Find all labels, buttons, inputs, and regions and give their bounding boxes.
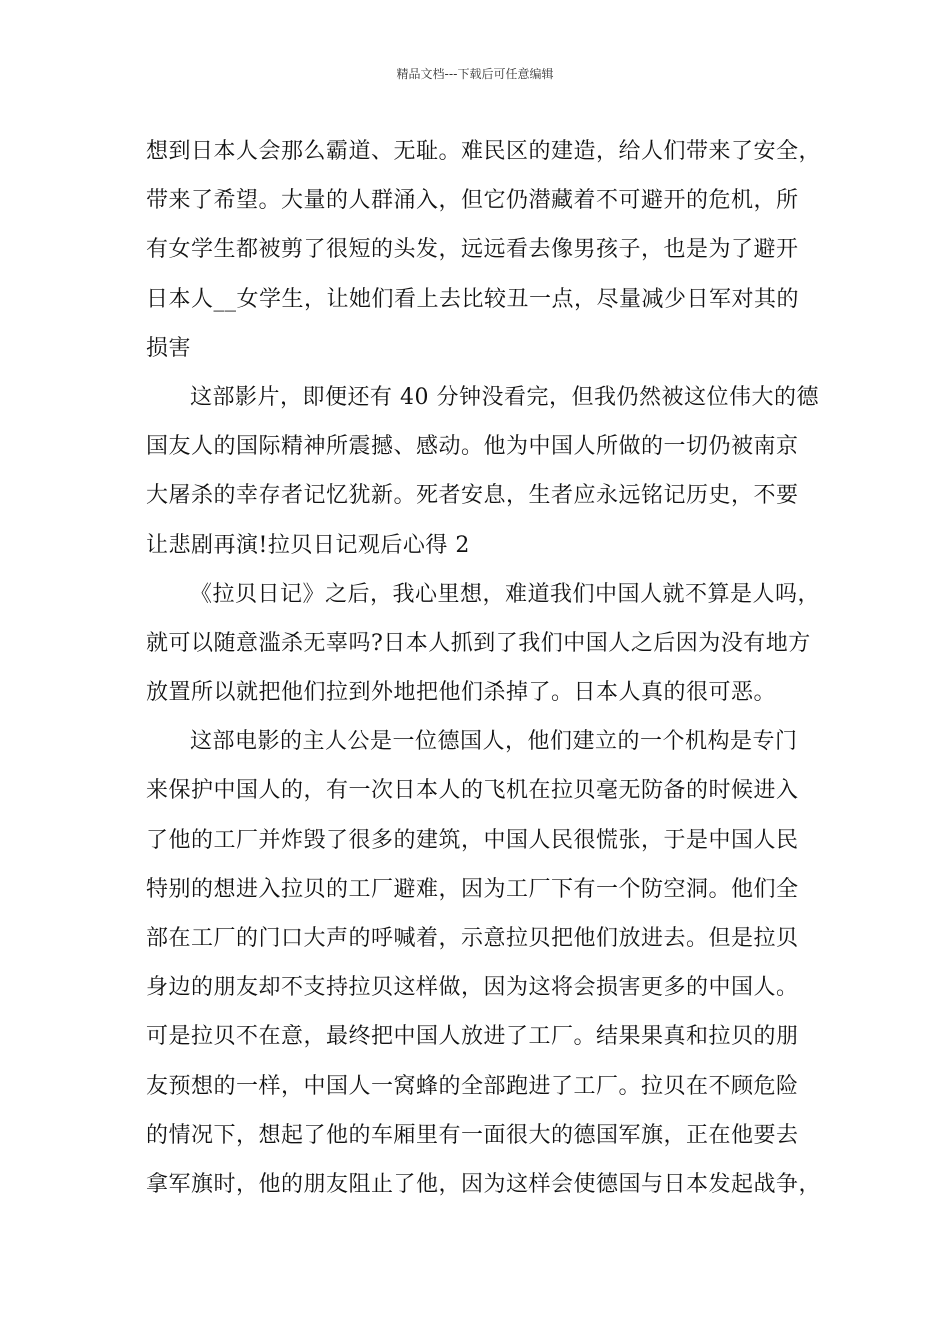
text-line: 想到日本人会那么霸道、无耻。难民区的建造，给人们带来了安全， [146, 139, 822, 164]
text-line: 有女学生都被剪了很短的头发，远远看去像男孩子，也是为了避开 [146, 237, 799, 263]
text-line: 身边的朋友却不支持拉贝这样做，因为这将会损害更多的中国人。 [146, 975, 799, 1001]
text-line: 日本人__女学生，让她们看上去比较丑一点，尽量减少日军对其的 [146, 286, 800, 312]
text-line: 就可以随意滥杀无辜吗?日本人抓到了我们中国人之后因为没有地方 [146, 630, 811, 656]
paragraph-first-line: 《拉贝日记》之后，我心里想，难道我们中国人就不算是人吗， [190, 581, 821, 607]
text-line: 放置所以就把他们拉到外地把他们杀掉了。日本人真的很可恶。 [146, 680, 777, 706]
text-line: 大屠杀的幸存者记忆犹新。死者安息，生者应永远铭记历史，不要 [146, 483, 799, 509]
text-line: 拿军旗时，他的朋友阻止了他，因为这样会使德国与日本发起战争， [146, 1171, 822, 1197]
paragraph-first-line: 这部影片，即便还有 40 分钟没看完，但我仍然被这位伟大的德 [190, 384, 819, 410]
text-line: 带来了希望。大量的人群涌入，但它仍潜藏着不可避开的危机，所 [146, 188, 799, 214]
text-line: 可是拉贝不在意，最终把中国人放进了工厂。结果果真和拉贝的朋 [146, 1024, 799, 1050]
text-line: 了他的工厂并炸毁了很多的建筑，中国人民很慌张，于是中国人民 [146, 827, 799, 853]
text-line: 国友人的国际精神所震撼、感动。他为中国人所做的一切仍被南京 [146, 434, 799, 460]
page-header: 精品文档---下载后可任意编辑 [396, 67, 554, 81]
text-line: 友预想的一样，中国人一窝蜂的全部跑进了工厂。拉贝在不顾危险 [146, 1073, 799, 1099]
text-line: 让悲剧再演!拉贝日记观后心得 2 [146, 532, 470, 558]
text-line: 的情况下，想起了他的车厢里有一面很大的德国军旗，正在他要去 [146, 1122, 799, 1148]
text-line: 部在工厂的门口大声的呼喊着，示意拉贝把他们放进去。但是拉贝 [146, 926, 799, 951]
paragraph-first-line: 这部电影的主人公是一位德国人，他们建立的一个机构是专门 [190, 729, 798, 755]
text-line: 来保护中国人的，有一次日本人的飞机在拉贝毫无防备的时候进入 [146, 778, 799, 804]
text-line: 特别的想进入拉贝的工厂避难，因为工厂下有一个防空洞。他们全 [146, 876, 799, 902]
document-body [146, 127, 822, 1209]
text-line: 损害 [146, 335, 192, 361]
